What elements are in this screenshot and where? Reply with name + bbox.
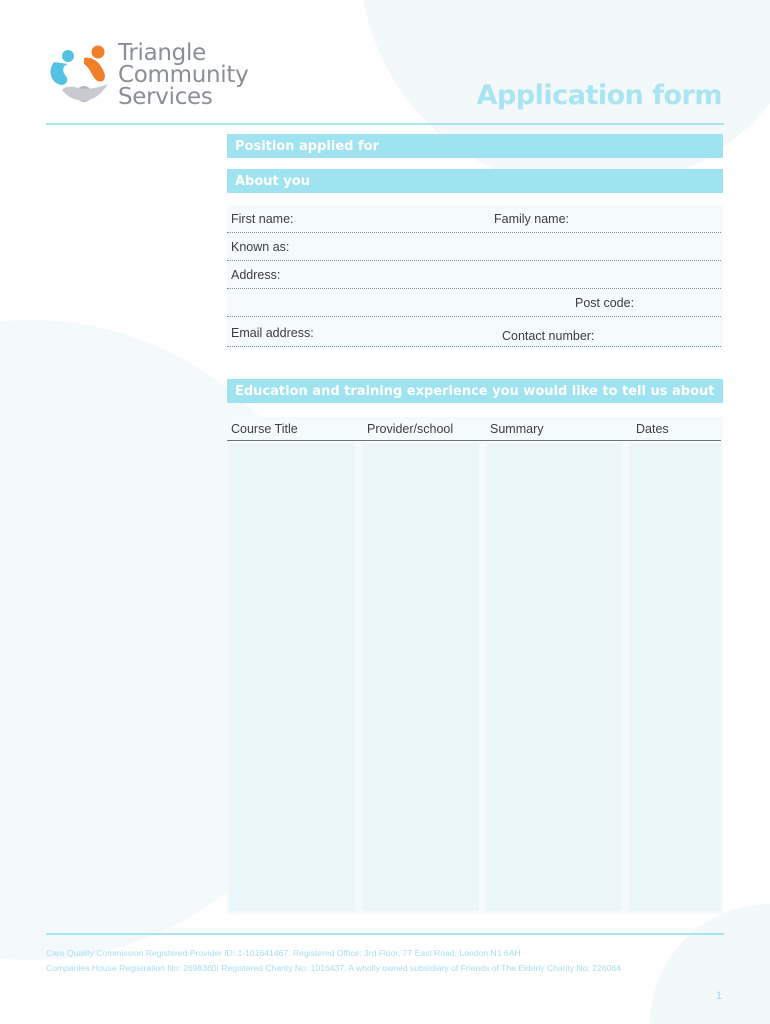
column-dates: Dates: [636, 422, 669, 436]
family-name-field[interactable]: Family name:: [494, 212, 570, 226]
provider-school-column-cell[interactable]: [362, 443, 479, 911]
course-title-column-cell[interactable]: [229, 443, 355, 911]
document-title: Application form: [476, 80, 722, 111]
triangle-logo-icon: [48, 40, 116, 108]
section-education-training: Education and training experience you would like to tell us about: [227, 379, 723, 403]
name-row: [227, 205, 721, 233]
contact-number-field[interactable]: Contact number:: [502, 329, 595, 343]
footer: [46, 946, 726, 976]
contact-row: [227, 319, 721, 347]
page-number: 1: [715, 990, 722, 1002]
footer-registration-line-2: Companies House Registration No: 2698380; Registered Charity No: 1016437. A wholly owned subsidiary of Friends of The Elderly Charity No: 226064: [46, 963, 621, 973]
section-about-you: About you: [227, 169, 723, 193]
address-field[interactable]: Address:: [231, 268, 281, 282]
triangle-logo: [48, 40, 268, 110]
first-name-field[interactable]: First name:: [231, 212, 294, 226]
education-table-header: [227, 417, 721, 441]
known-as-row: [227, 233, 721, 261]
email-address-field[interactable]: Email address:: [231, 326, 314, 340]
footer-registration-line-1: Care Quality Commission Registered Provider ID: 1-101641467. Registered Office: 3rd Floor, 77 East Road, London N1 6AH: [46, 948, 521, 958]
section-position-applied-for[interactable]: Position applied for: [227, 134, 723, 158]
column-course-title: Course Title: [231, 422, 298, 436]
header-divider: [46, 123, 724, 125]
summary-column-cell[interactable]: [486, 443, 622, 911]
known-as-field[interactable]: Known as:: [231, 240, 290, 254]
address-row: [227, 261, 721, 289]
brand-name: [118, 42, 248, 108]
post-code-row: [227, 289, 721, 317]
footer-divider: [46, 933, 724, 935]
brand-name-line-3: Services: [118, 84, 213, 110]
column-summary: Summary: [490, 422, 544, 436]
brand-name-line-1: Triangle: [118, 40, 206, 66]
column-provider-school: Provider/school: [367, 422, 454, 436]
post-code-field[interactable]: Post code:: [575, 296, 635, 310]
dates-column-cell[interactable]: [629, 443, 721, 911]
brand-name-line-2: Community: [118, 62, 249, 88]
